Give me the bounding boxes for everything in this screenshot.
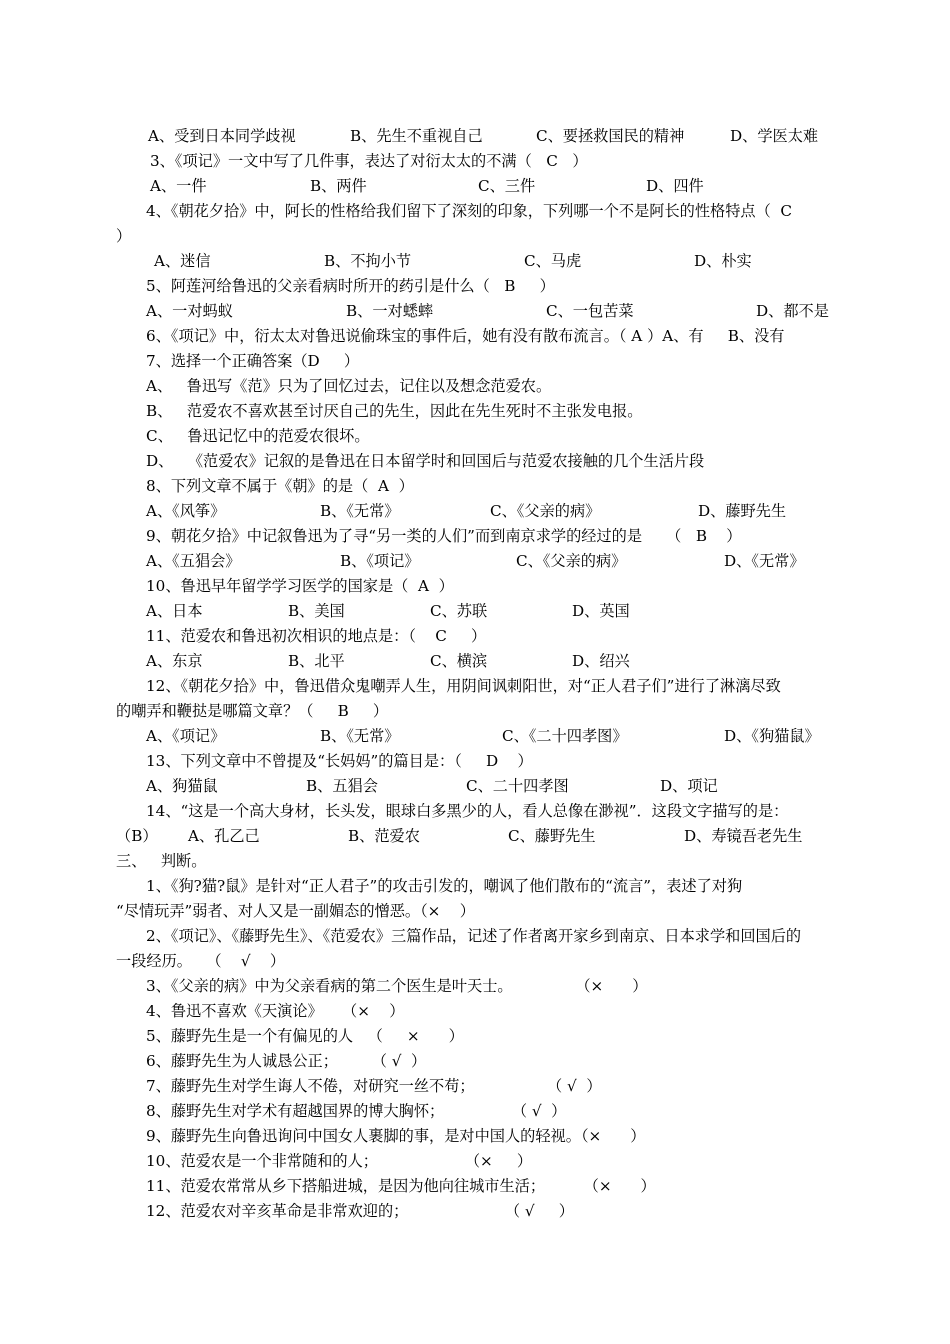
option: D、朴实 xyxy=(694,252,752,270)
option: A、一对蚂蚁 xyxy=(146,302,233,320)
option: A、迷信 xyxy=(154,252,211,270)
judgment-8: 8、藤野先生对学术有超越国界的博大胸怀； （ √ ） xyxy=(146,1102,567,1120)
question-12-cont: 的嘲弄和鞭挞是哪篇文章？（ B ） xyxy=(116,702,389,720)
option: C、《父亲的病》 xyxy=(516,552,627,570)
option: B、《无常》 xyxy=(320,727,400,745)
option: D、《狗猫鼠》 xyxy=(724,727,820,745)
option: A、日本 xyxy=(146,602,203,620)
judgment-1-cont: “尽情玩弄”弱者、对人又是一副媚态的憎恶。（× ） xyxy=(116,902,475,920)
judgment-11: 11、范爱农常常从乡下搭船进城，是因为他向往城市生活； （× ） xyxy=(146,1177,656,1195)
option: A、《五猖会》 xyxy=(146,552,241,570)
option: D、绍兴 xyxy=(572,652,630,670)
option: B、五猖会 xyxy=(306,777,378,795)
question-12: 12、《朝花夕拾》中，鲁迅借众鬼嘲弄人生，用阴间讽刺阳世，对“正人君子们”进行了淋漓尽致 xyxy=(146,677,781,695)
option: B、先生不重视自己 xyxy=(350,127,483,145)
question-4: 4、《朝花夕拾》中，阿长的性格给我们留下了深刻的印象，下列哪一个不是阿长的性格特点（ C xyxy=(146,202,793,220)
judgment-6: 6、藤野先生为人诚恳公正； （ √ ） xyxy=(146,1052,427,1070)
question-10: 10、鲁迅早年留学学习医学的国家是（ A ） xyxy=(146,577,454,595)
option: C、马虎 xyxy=(524,252,582,270)
option: D、藤野先生 xyxy=(698,502,787,520)
option: C、《父亲的病》 xyxy=(490,502,601,520)
option: D、都不是 xyxy=(756,302,829,320)
question-5: 5、阿莲河给鲁迅的父亲看病时所开的药引是什么（ B ） xyxy=(146,277,555,295)
question-11: 11、范爱农和鲁迅初次相识的地点是：（ C ） xyxy=(146,627,487,645)
question-3: 3、《项记》一文中写了几件事，表达了对衍太太的不满（ C ） xyxy=(150,152,588,170)
section-heading: 三、 判断。 xyxy=(116,852,207,870)
question-14: 14、“这是一个高大身材，长头发，眼球白多黑少的人，看人总像在渺视”．这段文字描写的是： xyxy=(146,802,789,820)
option: B、范爱农 xyxy=(348,827,420,845)
option: B、 范爱农不喜欢甚至讨厌自己的先生，因此在先生死时不主张发电报。 xyxy=(146,402,643,420)
judgment-2-cont: 一段经历。 （ √ ） xyxy=(116,952,286,970)
option: B、两件 xyxy=(310,177,367,195)
option: B、不拘小节 xyxy=(324,252,412,270)
option: D、寿镜吾老先生 xyxy=(684,827,803,845)
option: A、一件 xyxy=(150,177,207,195)
option: C、要拯救国民的精神 xyxy=(536,127,685,145)
option: A、《风筝》 xyxy=(146,502,226,520)
option: C、二十四孝图 xyxy=(466,777,569,795)
judgment-4: 4、鲁迅不喜欢《天演论》 （× ） xyxy=(146,1002,405,1020)
option: D、学医太难 xyxy=(730,127,819,145)
option: D、《无常》 xyxy=(724,552,805,570)
option: B、《项记》 xyxy=(340,552,420,570)
option: A、受到日本同学歧视 xyxy=(148,127,296,145)
question-13: 13、下列文章中不曾提及“长妈妈”的篇目是：（ D ） xyxy=(146,752,533,770)
option: C、三件 xyxy=(478,177,536,195)
judgment-10: 10、范爱农是一个非常随和的人； （× ） xyxy=(146,1152,533,1170)
option: C、藤野先生 xyxy=(508,827,596,845)
option: A、狗猫鼠 xyxy=(146,777,218,795)
option: B、北平 xyxy=(288,652,345,670)
option: B、美国 xyxy=(288,602,345,620)
question-6: 6、《项记》中，衍太太对鲁迅说偷珠宝的事件后，她有没有散布流言。（ A ）A、有 B、没有 xyxy=(146,327,785,345)
option: A、《项记》 xyxy=(146,727,226,745)
option: B、《无常》 xyxy=(320,502,400,520)
judgment-5: 5、藤野先生是一个有偏见的人 （ × ） xyxy=(146,1027,464,1045)
question-4-cont: ） xyxy=(116,227,132,245)
question-9: 9、朝花夕拾》中记叙鲁迅为了寻“另一类的人们”而到南京求学的经过的是 （ B ） xyxy=(146,527,742,545)
judgment-12: 12、范爱农对辛亥革命是非常欢迎的； （ √ ） xyxy=(146,1202,574,1220)
option: D、英国 xyxy=(572,602,630,620)
option: A、孔乙己 xyxy=(188,827,260,845)
judgment-2: 2、《项记》、《藤野先生》、《范爱农》三篇作品，记述了作者离开家乡到南京、日本求学和回国后的 xyxy=(146,927,802,945)
option: B、一对蟋蟀 xyxy=(346,302,434,320)
option: C、一包苦菜 xyxy=(546,302,634,320)
judgment-3: 3、《父亲的病》中为父亲看病的第二个医生是叶天士。 （× ） xyxy=(146,977,648,995)
option: C、横滨 xyxy=(430,652,488,670)
option: C、《二十四孝图》 xyxy=(502,727,628,745)
option: D、四件 xyxy=(646,177,704,195)
option: C、苏联 xyxy=(430,602,488,620)
option: C、 鲁迅记忆中的范爱农很坏。 xyxy=(146,427,370,445)
judgment-1: 1、《狗?猫?鼠》是针对“正人君子”的攻击引发的，嘲讽了他们散布的“流言”，表述了对狗 xyxy=(146,877,743,895)
option: D、 《范爱农》记叙的是鲁迅在日本留学时和回国后与范爱农接触的几个生活片段 xyxy=(146,452,705,470)
judgment-9: 9、藤野先生向鲁迅询问中国女人裹脚的事，是对中国人的轻视。（× ） xyxy=(146,1127,646,1145)
option: D、项记 xyxy=(660,777,718,795)
answer: （B） xyxy=(116,827,158,845)
question-8: 8、下列文章不属于《朝》的是（ A ） xyxy=(146,477,414,495)
option: A、东京 xyxy=(146,652,203,670)
option: A、 鲁迅写《范》只为了回忆过去，记住以及想念范爱农。 xyxy=(146,377,552,395)
question-7: 7、选择一个正确答案（D ） xyxy=(146,352,360,370)
judgment-7: 7、藤野先生对学生诲人不倦，对研究一丝不苟； （ √ ） xyxy=(146,1077,602,1095)
